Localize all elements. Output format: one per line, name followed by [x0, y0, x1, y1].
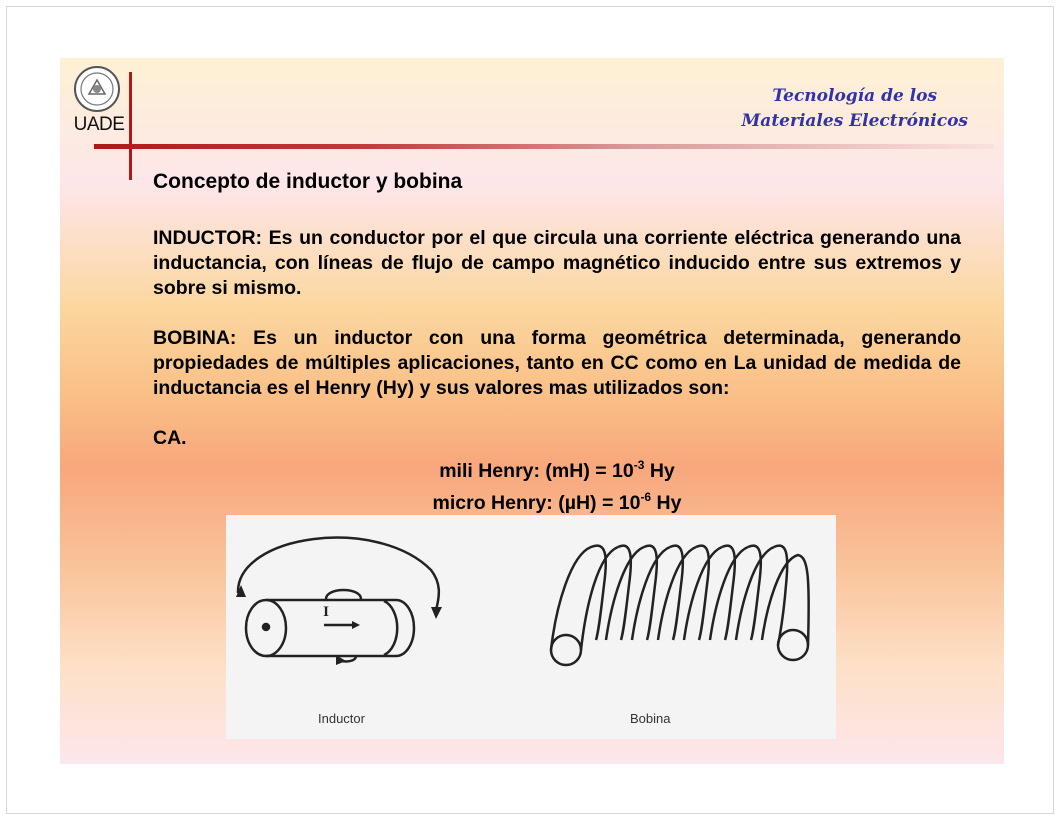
- uade-seal-icon: [68, 64, 126, 114]
- uade-logo: [68, 64, 126, 136]
- inductor-drawing: [236, 538, 442, 665]
- current-symbol: I: [323, 604, 329, 620]
- slide-title: Concepto de inductor y bobina: [153, 170, 463, 193]
- unit-mili-henry: mili Henry: $(mH) = 10^{-3}$ Hy: [439, 458, 675, 482]
- horizontal-accent-line: [94, 144, 994, 149]
- header-title: [741, 84, 968, 134]
- header-title-line2: Materiales Electrónicos: [741, 111, 968, 131]
- logo-text: UADE: [73, 114, 125, 135]
- bobina-label: Bobina: [630, 711, 671, 726]
- inductor-label: Inductor: [318, 711, 365, 726]
- units-list: [153, 452, 961, 516]
- inductor-paragraph: INDUCTOR: Es un conductor por el que circula una corriente eléctrica generando una inductancia, con líneas de flujo de campo magnético inducido entre sus extremos y sobre si mismo.: [153, 227, 961, 299]
- bobina-paragraph: BOBINA: Es un inductor con una forma geométrica determinada, generando propiedades de múltiples aplicaciones, tanto en CC como en La unidad de medida de inductancia es el Henry (Hy) y sus valores mas utilizados son:: [153, 327, 961, 399]
- bobina-drawing: [551, 546, 809, 665]
- unit-micro-henry: micro Henry: $(\mu H) = 10^{-6}$ Hy: [432, 490, 682, 514]
- header-title-line1: Tecnología de los: [772, 86, 938, 106]
- ca-text: CA.: [153, 427, 187, 449]
- vertical-accent-line: [129, 72, 132, 180]
- slide: [60, 58, 1004, 764]
- inductor-bobina-figure: [226, 515, 836, 739]
- inductor-coil-illustration: [226, 515, 836, 739]
